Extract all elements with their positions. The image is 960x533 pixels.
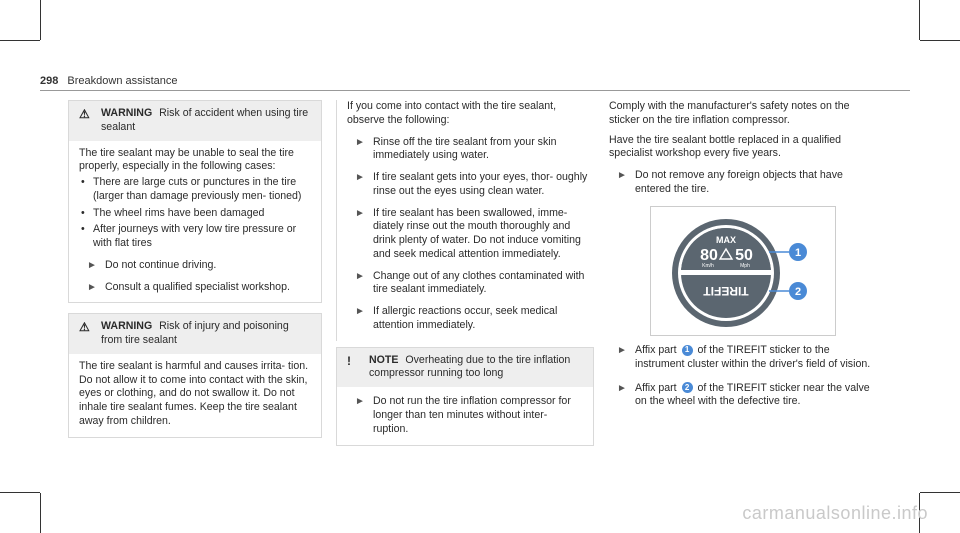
warning-triangle-icon: ⚠ (79, 107, 90, 121)
paragraph: Comply with the manufacturer's safety notes on the sticker on the tire inflation compressor. (609, 100, 850, 126)
arrow-icon: ► (617, 170, 627, 182)
list-item: • There are large cuts or punctures in the tire (larger than damage previously men- tioned) (81, 176, 302, 202)
warning-body (69, 141, 321, 303)
crop-mark (920, 40, 960, 41)
arrow-icon: ► (617, 382, 627, 394)
brand-label: TIREFIT (703, 284, 749, 298)
warning-box-accident (68, 100, 322, 303)
crop-mark (0, 492, 40, 493)
column-3 (609, 100, 879, 197)
arrow-icon: ► (355, 270, 365, 282)
speed-kmh: 80 (700, 247, 718, 264)
paragraph: Have the tire sealant bottle replaced in a qualified specialist workshop every five years. (609, 133, 842, 160)
crop-mark (40, 493, 41, 533)
crop-mark (40, 0, 41, 40)
warning-body (69, 354, 321, 437)
warning-keyword: WARNING (101, 320, 153, 333)
warning-bullets (79, 176, 311, 251)
callout-badge: 1 (682, 345, 693, 356)
list-item: • After journeys with very low tire pressure or with flat tires (81, 223, 297, 250)
arrow-icon: ► (617, 345, 627, 356)
arrow-icon: ► (355, 306, 365, 318)
sticker-illustration (651, 207, 837, 337)
section-title: Breakdown assistance (67, 75, 178, 87)
sticker-divider (681, 270, 771, 275)
warning-text: The tire sealant is harmful and causes irrita- tion. Do not allow it to come into contact with the skin, eyes or clothing, and do not swallow it. Do not inhale tire sealant fumes. Keep the tire sealant away from children. (79, 359, 309, 428)
note-box (336, 347, 594, 446)
arrow-icon: ► (87, 259, 97, 271)
crop-mark (919, 0, 920, 40)
unit-mph: Mph (740, 263, 750, 269)
warning-title: Risk of injury and poisoning from tire sealant (101, 320, 289, 347)
column-3-lower (609, 344, 879, 409)
step: ► Do not run the tire inflation compressor for longer than ten minutes without inter- ruption. (347, 395, 583, 436)
page-number: 298 (40, 75, 59, 87)
arrow-icon: ► (355, 172, 365, 184)
page-header (40, 74, 177, 88)
step: ► Affix part 2 of the TIREFIT sticker near the valve on the wheel with the defective tire. (609, 382, 879, 410)
step: ► Consult a qualified specialist workshop. (79, 281, 311, 295)
unit-kmh: Km/h (702, 263, 714, 269)
note-icon: ! (347, 353, 351, 368)
warning-triangle-icon: ⚠ (79, 320, 90, 335)
step: ► If tire sealant has been swallowed, imme- diately rinse out the mouth thoroughly and drink plenty of water. Do not induce vomiting and seek medical attention immediately. (347, 207, 594, 262)
arrow-icon: ► (355, 396, 365, 408)
warning-keyword: WARNING (101, 107, 153, 119)
step: ► If allergic reactions occur, seek medical attention immediately. (347, 305, 594, 333)
warning-text: The tire sealant may be unable to seal the tire properly, especially in the following cases: (79, 146, 294, 173)
tirefit-sticker-figure (650, 206, 836, 336)
step: ► Affix part 1 of the TIREFIT sticker to the instrument cluster within the driver's field of vision. (609, 344, 879, 372)
note-body (337, 387, 593, 444)
callout-number-2: 2 (794, 286, 802, 298)
header-divider (40, 90, 910, 91)
step: ► Change out of any clothes contaminated with tire sealant immediately. (347, 270, 594, 298)
speed-mph: 50 (735, 247, 753, 264)
arrow-icon: ► (87, 281, 97, 293)
watermark: carmanualsonline.info (742, 502, 928, 523)
note-keyword: NOTE (369, 353, 399, 366)
max-label: MAX (716, 235, 736, 245)
warning-title: Risk of accident when using tire sealant (101, 107, 309, 133)
step: ► Rinse off the tire sealant from your skin immediately using water. (347, 136, 594, 164)
crop-mark (920, 492, 960, 493)
intro-text: If you come into contact with the tire sealant, observe the following: (347, 100, 557, 126)
warning-header (69, 314, 321, 354)
note-title: Overheating due to the tire inflation compressor running too long (369, 353, 571, 380)
list-item: • The wheel rims have been damaged (81, 206, 265, 219)
column-2 (336, 100, 594, 446)
note-header (337, 348, 593, 388)
callout-number-1: 1 (794, 247, 802, 259)
warning-box-injury (68, 313, 322, 437)
column-1 (68, 100, 322, 438)
warning-header (69, 101, 321, 141)
callout-badge: 2 (682, 382, 693, 393)
step: ► If tire sealant gets into your eyes, thor- oughly rinse out the eyes using clean water. (347, 171, 594, 199)
step: ► Do not remove any foreign objects that have entered the tire. (609, 169, 879, 197)
arrow-icon: ► (355, 136, 365, 148)
crop-mark (0, 40, 40, 41)
arrow-icon: ► (355, 207, 365, 219)
step: ► Do not continue driving. (79, 259, 311, 273)
